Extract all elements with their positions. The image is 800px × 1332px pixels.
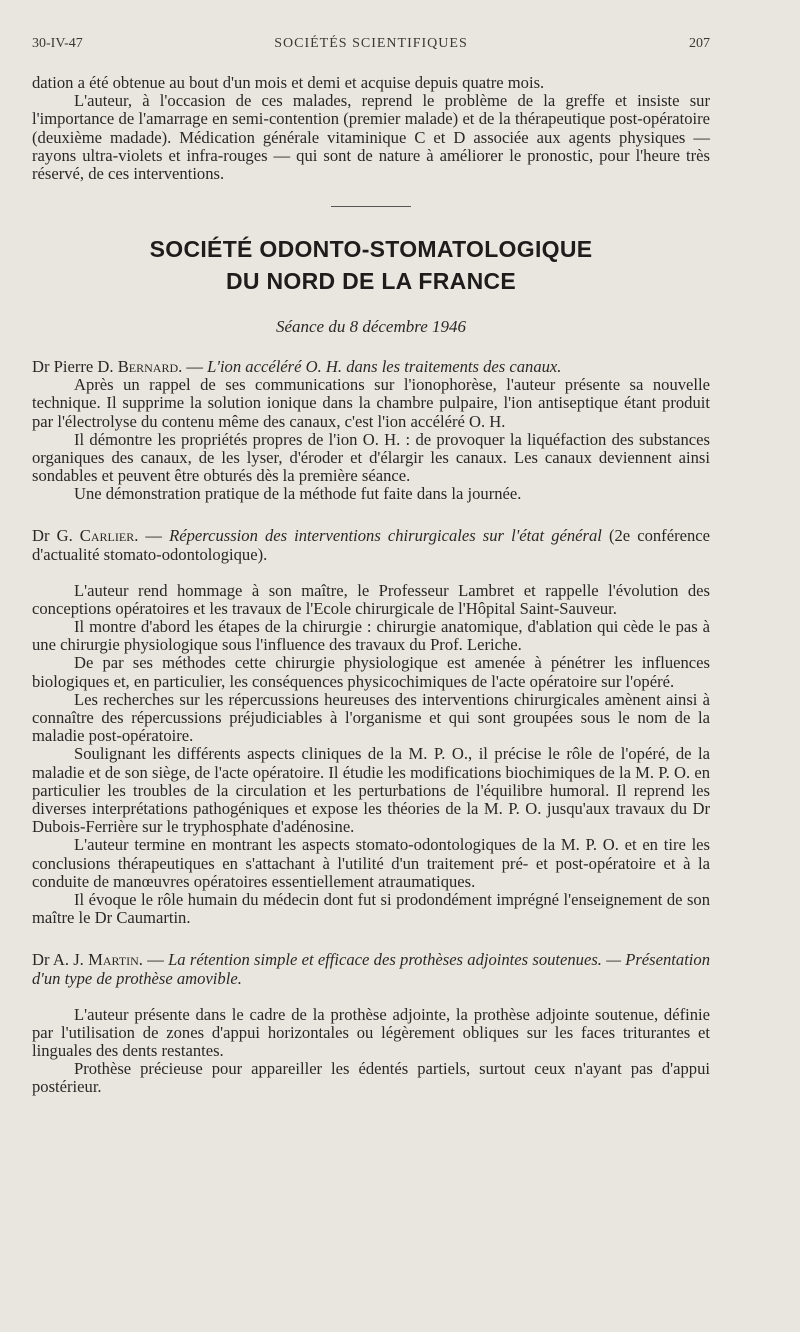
article1-title: L'ion accéléré O. H. dans les traitements des canaux. (207, 357, 562, 377)
article1-heading (32, 357, 710, 376)
article3-author: Martin. (88, 949, 143, 969)
article2-paragraph: Il montre d'abord les étapes de la chirurgie : chirurgie anatomique, d'ablation qui cède le pas à une chirurgie physiologique sous l'influence des travaux du Prof. Leriche. (32, 617, 710, 655)
running-header (32, 36, 710, 58)
header-date: 30-IV-47 (32, 36, 83, 51)
section-divider (331, 206, 411, 207)
page-body (32, 74, 710, 1097)
article3-dash: — (142, 949, 169, 969)
society-title-line1: SOCIÉTÉ ODONTO-STOMATOLOGIQUE (149, 236, 593, 263)
article1-paragraph: Il démontre les propriétés propres de l'ion O. H. : de provoquer la liquéfaction des substances organiques des canaux, de les lyser, d'éroder et d'élargir les canaux. Les canaux deviennent ainsi sondables et peuvent être obturés dès la première séance. (32, 429, 710, 486)
article3-paragraph: L'auteur présente dans le cadre de la prothèse adjointe, la prothèse adjointe soutenue, définie par l'utilisation de zones d'appui horizontales ou légèrement obliques sur les faces triturantes et linguales des dents restantes. (32, 1004, 710, 1060)
header-page-number: 207 (689, 36, 710, 51)
article3-title: La rétention simple et efficace des prothèses adjointes soutenues. — Présentation d'un type de prothèse amovible. (32, 949, 711, 988)
header-journal-title: SOCIÉTÉS SCIENTIFIQUES (274, 36, 468, 51)
article1-paragraph: Après un rappel de ses communications sur l'ionophorèse, l'auteur présente sa nouvelle technique. Il supprime la solution ionique dans la chambre pulpaire, l'ion antiseptique étant produit par l'électrolyse du contenu même des canaux, c'est l'ion accéléré O. H. (32, 375, 710, 431)
article2-paragraph: Soulignant les différents aspects cliniques de la M. P. O., il précise le rôle de l'opéré, de la maladie et de son siège, de l'acte opératoire. Il étudie les modifications biochimiques de la M. P. O. en particulier les troubles de la circulation et les perturbations de l'équilibre humoral. Il reprend les diverses interprétations pathogéniques et expose les théories de la M. P. O. jusqu'aux travaux du Dr Dubois-Ferrière sur le tryphosphate d'adénosine. (32, 744, 710, 837)
article2-paragraph: L'auteur rend hommage à son maître, le Professeur Lambret et rappelle l'évolution des conceptions opératoires et les travaux de l'Ecole chirurgicale de l'Hôpital Saint-Sauveur. (32, 580, 710, 618)
article2-paragraph: De par ses méthodes cette chirurgie physiologique est amenée à pénétrer les influences biologiques et, en particulier, les conséquences physicochimiques de l'acte opératoire sur l'opéré. (32, 653, 710, 691)
article2-heading (32, 526, 710, 564)
article2-subtitle: (2e conférence d'actualité stomato-odontologique). (32, 525, 710, 564)
article2-prefix: Dr G. (32, 525, 73, 545)
society-title-line2: DU NORD DE LA FRANCE (225, 268, 517, 295)
article2-dash: — (138, 525, 170, 545)
article3-prefix: Dr A. J. (32, 949, 84, 969)
intro-paragraph-continued: dation a été obtenue au bout d'un mois et demi et acquise depuis quatre mois. (32, 73, 545, 92)
article1-paragraph: Une démonstration pratique de la méthode fut faite dans la journée. (74, 484, 522, 504)
article2-author: Carlier. (79, 525, 139, 545)
article2-paragraph: Les recherches sur les répercussions heureuses des interventions chirurgicales amènent ainsi à connaître des répercussions préjudiciables à l'organisme et qui sont groupées sous le nom de la maladie post-opératoire. (32, 689, 710, 746)
session-date: Séance du 8 décembre 1946 (275, 317, 467, 337)
article2-paragraph: L'auteur termine en montrant les aspects stomato-odontologiques de la M. P. O. et en tire les conclusions thérapeutiques en s'attachant à l'utilité d'un traitement pré- et post-opératoire et à la conduite de manœuvres opératoires essentiellement atraumatiques. (32, 835, 710, 891)
article3-heading (32, 950, 710, 988)
article2-paragraph: Il évoque le rôle humain du médecin dont fut si prodondément imprégné l'enseignement de son maître le Dr Caumartin. (32, 890, 710, 928)
article3-paragraph: Prothèse précieuse pour appareiller les édentés partiels, surtout ceux n'ayant pas d'appui postérieur. (32, 1059, 710, 1097)
article1-author: Bernard. (117, 357, 183, 377)
article1-prefix: Dr Pierre D. (32, 357, 114, 377)
article1-dash: — (182, 357, 208, 377)
article2-title: Répercussion des interventions chirurgicales sur l'état général (169, 525, 602, 545)
intro-paragraph: L'auteur, à l'occasion de ces malades, reprend le problème de la greffe et insiste sur l'importance de l'amarrage en semi-contention (premier malade) et de la thérapeutique post-opératoire (deuxième madade). Médication générale vitaminique C et D associée aux agents physiques — rayons ultra-violets et infra-rouges — qui sont de nature à améliorer le pronostic, pour l'heure très réservé, de ces interventions. (32, 91, 710, 184)
